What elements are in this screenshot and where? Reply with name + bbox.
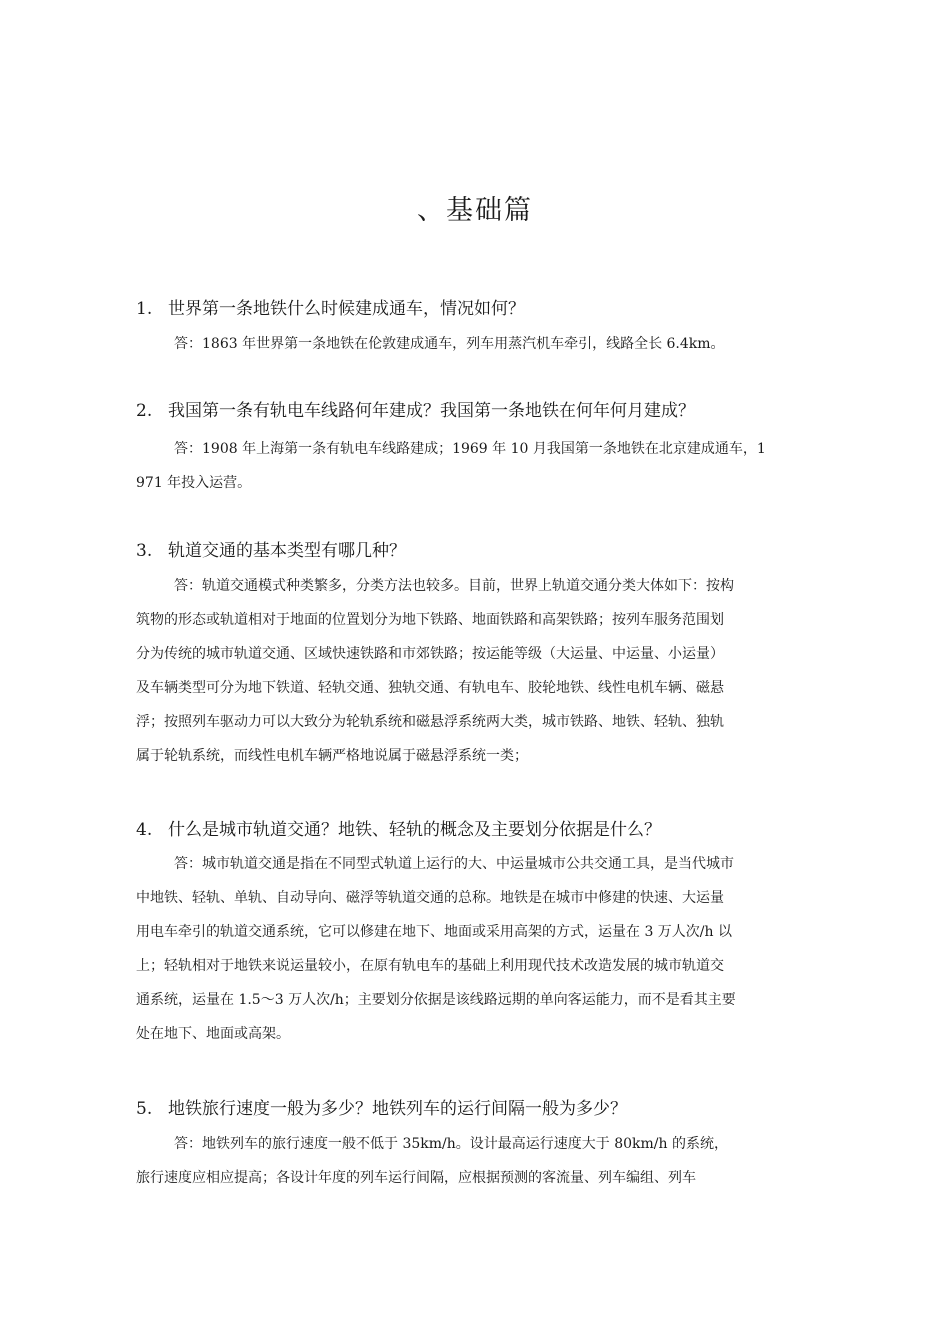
question-text: 什么是城市轨道交通？地铁、轻轨的概念及主要划分依据是什么？	[168, 820, 661, 840]
answer-line: 分为传统的城市轨道交通、区域快速铁路和市郊铁路；按运能等级（大运量、中运量、小运量）	[136, 646, 724, 662]
question-4	[136, 819, 826, 841]
answer-5	[136, 1127, 820, 1195]
answer-line: 及车辆类型可分为地下铁道、轻轨交通、独轨交通、有轨电车、胶轮地铁、线性电机车辆、磁悬	[136, 680, 724, 696]
answer-line: 属于轮轨系统，而线性电机车辆严格地说属于磁悬浮系统一类；	[136, 748, 528, 764]
answer-line: 用电车牵引的轨道交通系统，它可以修建在地下、地面或采用高架的方式，运量在 3 万人次/h 以	[136, 924, 732, 940]
question-3	[136, 540, 826, 562]
question-number: 4.	[136, 820, 153, 840]
answer-line: 中地铁、轻轨、单轨、自动导向、磁浮等轨道交通的总称。地铁是在城市中修建的快速、大运量	[136, 890, 724, 906]
answer-3	[136, 569, 820, 773]
answer-line: 答：1908 年上海第一条有轨电车线路建成；1969 年 10 月我国第一条地铁在北京建成通车，1	[174, 441, 766, 457]
answer-line: 旅行速度应相应提高；各设计年度的列车运行间隔，应根据预测的客流量、列车编组、列车	[136, 1170, 696, 1186]
question-1	[136, 298, 826, 320]
question-number: 1.	[136, 299, 153, 319]
answer-line: 答：城市轨道交通是指在不同型式轨道上运行的大、中运量城市公共交通工具，是当代城市	[174, 856, 734, 872]
answer-line: 上；轻轨相对于地铁来说运量较小，在原有轨电车的基础上利用现代技术改造发展的城市轨道交	[136, 958, 724, 974]
answer-2	[136, 432, 820, 500]
question-number: 3.	[136, 541, 153, 561]
question-2	[136, 400, 826, 422]
question-text: 我国第一条有轨电车线路何年建成？我国第一条地铁在何年何月建成？	[168, 401, 695, 421]
answer-line: 处在地下、地面或高架。	[136, 1026, 290, 1042]
answer-1	[136, 327, 820, 361]
answer-line: 答：轨道交通模式种类繁多，分类方法也较多。目前，世界上轨道交通分类大体如下：按构	[174, 578, 734, 594]
answer-line: 答：地铁列车的旅行速度一般不低于 35km/h。设计最高运行速度大于 80km/h 的系统，	[174, 1136, 728, 1152]
question-text: 世界第一条地铁什么时候建成通车，情况如何？	[168, 299, 525, 319]
page-title: 、基础篇	[417, 195, 533, 226]
answer-line: 通系统，运量在 1.5～3 万人次/h；主要划分依据是该线路远期的单向客运能力，而不是看其主要	[136, 992, 736, 1008]
answer-line: 答：1863 年世界第一条地铁在伦敦建成通车，列车用蒸汽机车牵引，线路全长 6.4km。	[174, 336, 725, 352]
question-text: 地铁旅行速度一般为多少？地铁列车的运行间隔一般为多少？	[168, 1099, 627, 1119]
answer-4	[136, 847, 820, 1051]
question-number: 5.	[136, 1099, 153, 1119]
answer-line: 971 年投入运营。	[136, 475, 252, 491]
answer-line: 筑物的形态或轨道相对于地面的位置划分为地下铁路、地面铁路和高架铁路；按列车服务范围划	[136, 612, 724, 628]
question-number: 2.	[136, 401, 153, 421]
answer-line: 浮；按照列车驱动力可以大致分为轮轨系统和磁悬浮系统两大类，城市铁路、地铁、轻轨、独轨	[136, 714, 724, 730]
question-text: 轨道交通的基本类型有哪几种？	[168, 541, 406, 561]
question-5	[136, 1098, 826, 1120]
